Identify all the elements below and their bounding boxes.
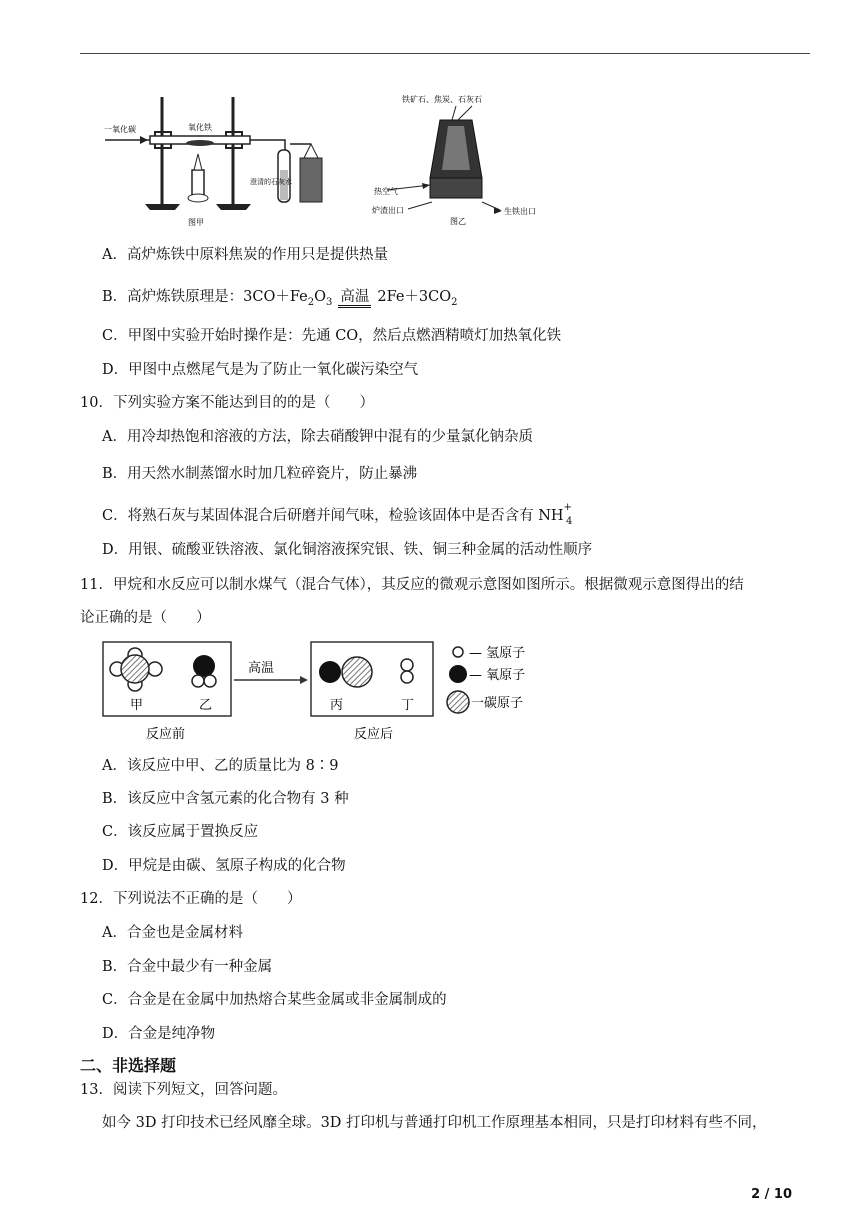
figure-yi (372, 90, 542, 230)
reaction-diagram (100, 640, 550, 744)
label-limewater: 澄清的石灰水 (250, 178, 292, 186)
caption-yi: 图乙 (450, 217, 466, 226)
caption-jia: 图甲 (188, 218, 204, 227)
label-co: 一氧化碳 (104, 125, 136, 134)
page-number: 2 / 10 (751, 1187, 792, 1202)
q9-option-a: A．高炉炼铁中原料焦炭的作用只是提供热量 (102, 247, 388, 263)
legend-hydrogen: — 氢原子 (469, 646, 526, 661)
label-ding: 丁 (401, 698, 415, 713)
q11-option-a: A．该反应中甲、乙的质量比为 8∶9 (102, 758, 339, 774)
q10-option-a: A．用冷却热饱和溶液的方法，除去硝酸钾中混有的少量氯化钠杂质 (102, 429, 533, 445)
q11-option-b: B．该反应中含氢元素的化合物有 3 种 (102, 791, 349, 807)
q11-option-c: C．该反应属于置换反应 (102, 824, 259, 840)
q11-stem-line1: 11．甲烷和水反应可以制水煤气（混合气体），其反应的微观示意图如图所示。根据微观示意图得出的结 (80, 577, 744, 593)
q10-option-d: D．用银、硫酸亚铁溶液、氯化铜溶液探究银、铁、铜三种金属的活动性顺序 (102, 542, 593, 558)
label-bing: 丙 (330, 698, 344, 713)
q12-option-d: D．合金是纯净物 (102, 1026, 216, 1042)
q13-paragraph: 如今 3D 打印技术已经风靡全球。3D 打印机与普通打印机工作原理基本相同，只是打印材料有些不同， (102, 1115, 767, 1131)
section-heading: 二、非选择题 (80, 1056, 177, 1075)
q12-option-c: C．合金是在金属中加热熔合某些金属或非金属制成的 (102, 992, 447, 1008)
header-rule (80, 53, 810, 54)
label-top: 铁矿石、焦炭、石灰石 (402, 95, 482, 104)
legend-carbon: 一碳原子 (471, 696, 524, 711)
label-iron: 生铁出口 (504, 207, 536, 216)
q12-option-b: B．合金中最少有一种金属 (102, 959, 273, 975)
q10-stem: 10．下列实验方案不能达到目的的是（ ） (80, 395, 374, 411)
legend-oxygen: — 氧原子 (469, 668, 526, 683)
label-condition: 高温 (248, 661, 275, 676)
condition-high-temp: 高温 (338, 289, 371, 308)
label-slag: 炉渣出口 (372, 206, 404, 215)
figure-jia (100, 92, 345, 232)
q9-option-d: D．甲图中点燃尾气是为了防止一氧化碳污染空气 (102, 362, 419, 378)
q10-option-c: C．将熟石灰与某固体混合后研磨并闻气味，检验该固体中是否含有 $NH^+_4$ (102, 502, 573, 527)
q11-stem-line2: 论正确的是（ ） (80, 610, 211, 626)
label-yi: 乙 (199, 698, 213, 713)
q13-stem: 13．阅读下列短文，回答问题。 (80, 1082, 287, 1098)
q10-option-b: B．用天然水制蒸馏水时加几粒碎瓷片，防止暴沸 (102, 466, 418, 482)
label-hot-air: 热空气 (374, 187, 398, 196)
q11-option-d: D．甲烷是由碳、氢原子构成的化合物 (102, 858, 346, 874)
q9-option-b: B．高炉炼铁原理是：$3CO+Fe_2O_3$ 高温 $2Fe+3CO_2$ (102, 289, 458, 308)
q12-option-a: A．合金也是金属材料 (102, 925, 243, 941)
caption-after: 反应后 (354, 727, 394, 742)
label-jia: 甲 (130, 698, 144, 713)
q12-stem: 12．下列说法不正确的是（ ） (80, 891, 302, 907)
q9-option-c: C．甲图中实验开始时操作是：先通 CO，然后点燃酒精喷灯加热氧化铁 (102, 328, 562, 344)
caption-before: 反应前 (146, 727, 186, 742)
label-fe2o3: 氧化铁 (188, 123, 212, 132)
